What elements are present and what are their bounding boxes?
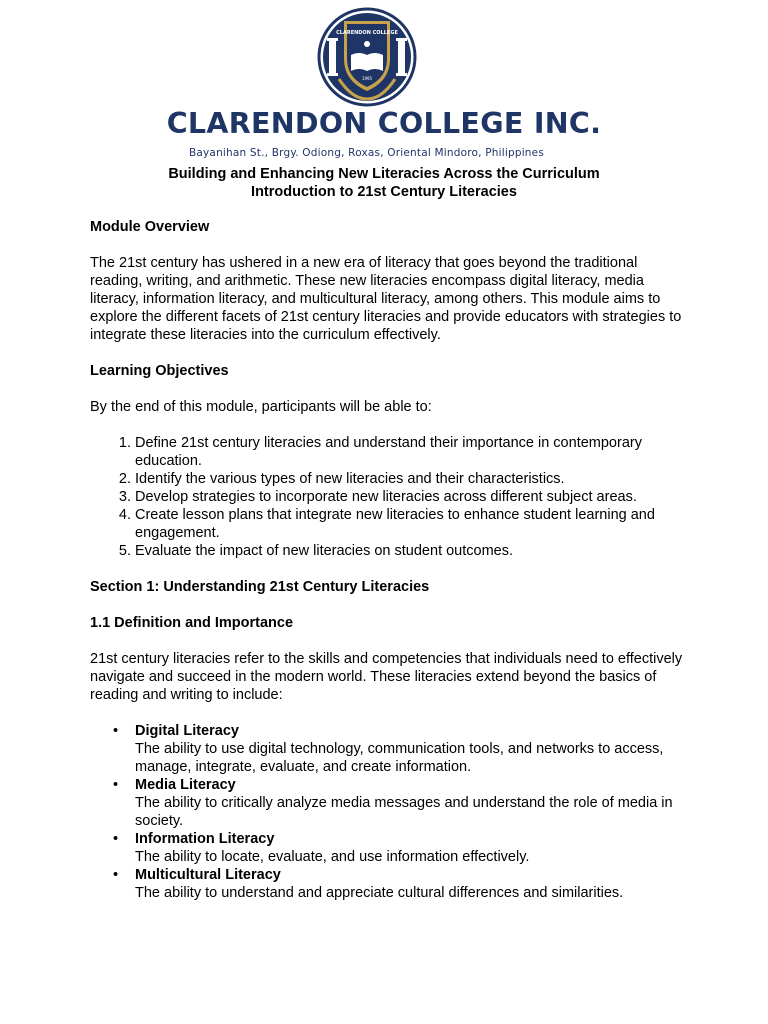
objective-item: 2. Identify the various types of new literacies and their characteristics. (135, 470, 690, 488)
literacy-name: • Digital Literacy (135, 723, 239, 739)
learning-objectives-heading: Learning Objectives (90, 363, 229, 379)
college-address: Bayanihan St., Brgy. Odiong, Roxas, Oriental Mindoro, Philippines (188, 147, 544, 159)
literacy-item (135, 830, 690, 866)
section-1-1-heading: 1.1 Definition and Importance (90, 615, 294, 631)
module-overview-heading: Module Overview (90, 219, 210, 235)
objective-item: 4. Create lesson plans that integrate new literacies to enhance student learning and engagement. (135, 506, 690, 542)
college-name: CLARENDON COLLEGE INC. (166, 107, 602, 140)
literacies-list (90, 722, 690, 902)
objective-item: 1. Define 21st century literacies and understand their importance in contemporary education. (135, 434, 690, 470)
literacy-item (135, 866, 690, 902)
objective-item: 5. Evaluate the impact of new literacies on student outcomes. (135, 542, 690, 560)
college-seal-logo (317, 7, 417, 107)
section-1-1-text: 21st century literacies refer to the skills and competencies that individuals need to effectively navigate and succeed in the modern world. These literacies extend beyond the basics of reading and writing to include: (90, 651, 683, 703)
objectives-list (90, 434, 690, 560)
title-line-2: Introduction to 21st Century Literacies (251, 184, 517, 200)
objective-item: 3. Develop strategies to incorporate new literacies across different subject areas. (135, 488, 690, 506)
module-overview-text: The 21st century has ushered in a new era of literacy that goes beyond the traditional reading, writing, and arithmetic. These new literacies encompass digital literacy, media literacy, information literacy, and multicultural literacy, among others. This module aims to explore the different facets of 21st century literacies and provide educators with strategies to integrate these literacies into the curriculum effectively. (90, 255, 682, 343)
literacy-name: • Multicultural Literacy (135, 867, 281, 883)
seal-text-top: CLARENDON COLLEGE (336, 30, 398, 36)
literacy-item (135, 776, 690, 830)
title-line-1: Building and Enhancing New Literacies Across the Curriculum (168, 166, 600, 182)
literacy-name: • Media Literacy (135, 777, 236, 793)
literacy-description: The ability to critically analyze media messages and understand the role of media in society. (135, 795, 673, 829)
learning-objectives-intro: By the end of this module, participants will be able to: (90, 399, 432, 415)
literacy-name: • Information Literacy (135, 831, 275, 847)
document-body (90, 218, 690, 902)
section-1-heading: Section 1: Understanding 21st Century Literacies (90, 579, 430, 595)
literacy-description: The ability to understand and appreciate cultural differences and similarities. (135, 885, 624, 901)
literacy-description: The ability to use digital technology, communication tools, and networks to access, manage, integrate, evaluate, and create information. (135, 741, 664, 775)
literacy-description: The ability to locate, evaluate, and use information effectively. (135, 849, 530, 865)
literacy-item (135, 722, 690, 776)
document-title (0, 165, 768, 201)
seal-year: 1995 (361, 76, 373, 81)
